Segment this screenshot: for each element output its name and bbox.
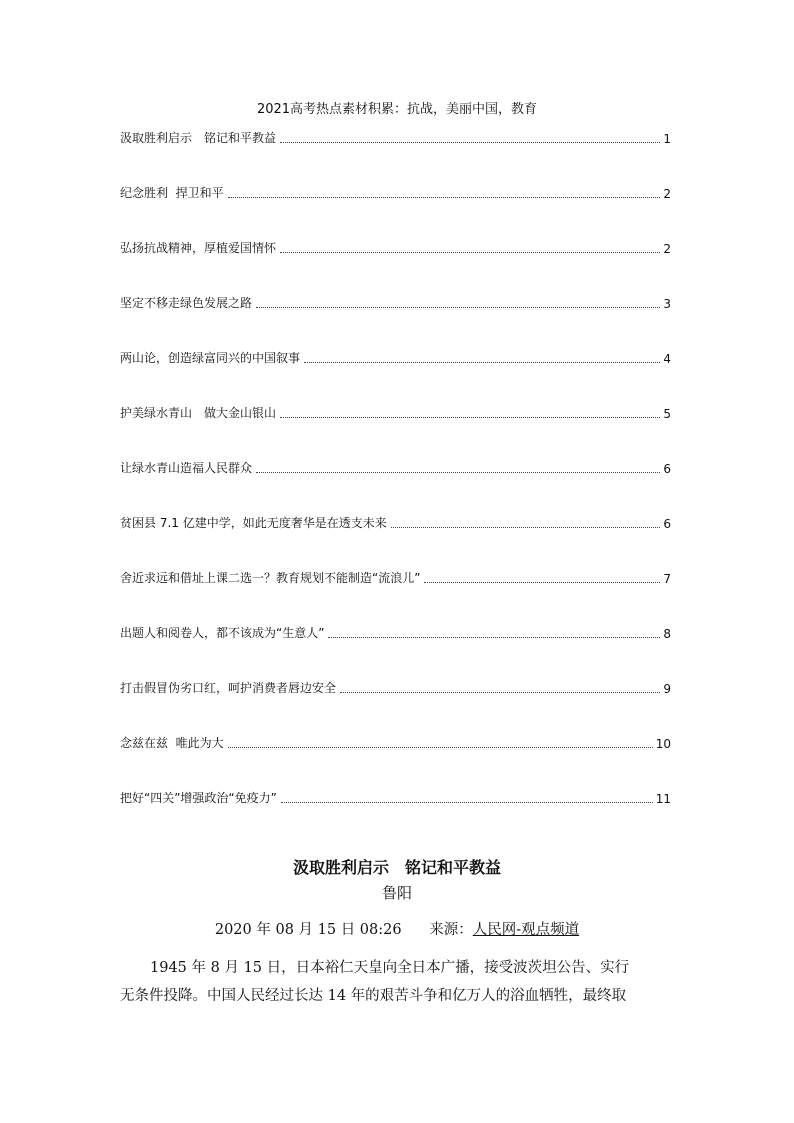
toc-entry-page: 6 xyxy=(663,462,671,476)
toc-leader-dots xyxy=(424,581,660,583)
toc-entry-page: 8 xyxy=(663,627,671,641)
toc-entry-page: 9 xyxy=(663,682,671,696)
toc-entry-label: 让绿水青山造福人民群众 xyxy=(120,461,253,475)
toc-entry-label: 汲取胜利启示 铭记和平教益 xyxy=(120,131,277,145)
toc-entry-page: 6 xyxy=(663,517,671,531)
toc-leader-dots xyxy=(228,196,660,198)
toc-leader-dots xyxy=(304,361,660,363)
article-meta xyxy=(0,918,794,939)
toc-entry-label: 打击假冒伪劣口红，呵护消费者唇边安全 xyxy=(120,681,337,695)
table-of-contents xyxy=(120,128,671,806)
toc-entry[interactable] xyxy=(120,531,671,586)
toc-entry-page: 3 xyxy=(663,297,671,311)
source-link[interactable]: 人民网-观点频道 xyxy=(472,922,580,938)
toc-entry-page: 2 xyxy=(663,187,671,201)
toc-entry-label: 贫困县 7.1 亿建中学，如此无度奢华是在透支未来 xyxy=(120,516,387,530)
body-line: 无条件投降。中国人民经过长达 14 年的艰苦斗争和亿万人的浴血牺牲，最终取 xyxy=(120,988,627,1004)
toc-entry[interactable] xyxy=(120,476,671,531)
toc-entry[interactable] xyxy=(120,311,671,366)
article-date: 2020 年 08 月 15 日 08:26 xyxy=(214,922,402,938)
toc-entry-page: 1 xyxy=(663,132,671,146)
toc-entry[interactable] xyxy=(120,421,671,476)
toc-leader-dots xyxy=(328,636,660,638)
toc-entry-page: 10 xyxy=(655,737,671,751)
document-title: 2021高考热点素材积累：抗战，美丽中国，教育 xyxy=(256,102,538,117)
toc-entry[interactable] xyxy=(120,146,671,201)
toc-leader-dots xyxy=(228,746,653,748)
toc-entry[interactable] xyxy=(120,586,671,641)
toc-leader-dots xyxy=(280,141,660,143)
article-title: 汲取胜利启示 铭记和平教益 xyxy=(292,858,501,877)
toc-leader-dots xyxy=(281,801,653,803)
toc-leader-dots xyxy=(280,416,660,418)
toc-entry-page: 11 xyxy=(655,792,671,806)
toc-entry-label: 念兹在兹 唯此为大 xyxy=(120,736,224,750)
article-body xyxy=(120,954,675,1010)
toc-entry[interactable] xyxy=(120,751,671,806)
toc-leader-dots xyxy=(280,251,660,253)
toc-entry-page: 4 xyxy=(663,352,671,366)
toc-entry[interactable] xyxy=(120,696,671,751)
toc-entry-label: 把好“四关”增强政治“免疫力” xyxy=(120,791,277,805)
toc-entry-page: 5 xyxy=(663,407,671,421)
toc-entry[interactable] xyxy=(120,128,671,146)
toc-entry-page: 7 xyxy=(663,572,671,586)
toc-entry-label: 纪念胜利 捍卫和平 xyxy=(120,186,224,200)
toc-entry-label: 护美绿水青山 做大金山银山 xyxy=(120,406,277,420)
toc-entry-label: 出题人和阅卷人，都不该成为“生意人” xyxy=(120,626,325,640)
toc-entry[interactable] xyxy=(120,201,671,256)
body-line: 1945 年 8 月 15 日，日本裕仁天皇向全日本广播，接受波茨坦公告、实行 xyxy=(150,960,630,976)
article-author: 鲁阳 xyxy=(381,884,412,902)
toc-entry-label: 舍近求远和借址上课二选一？教育规划不能制造“流浪儿” xyxy=(120,571,421,585)
toc-entry[interactable] xyxy=(120,366,671,421)
toc-leader-dots xyxy=(256,471,660,473)
toc-entry-label: 弘扬抗战精神，厚植爱国情怀 xyxy=(120,241,277,255)
source-label: 来源： xyxy=(429,922,473,938)
toc-leader-dots xyxy=(391,526,660,528)
toc-entry-label: 两山论，创造绿富同兴的中国叙事 xyxy=(120,351,301,365)
toc-leader-dots xyxy=(340,691,660,693)
toc-entry-label: 坚定不移走绿色发展之路 xyxy=(120,296,253,310)
toc-entry[interactable] xyxy=(120,256,671,311)
toc-entry[interactable] xyxy=(120,641,671,696)
toc-leader-dots xyxy=(256,306,660,308)
toc-entry-page: 2 xyxy=(663,242,671,256)
